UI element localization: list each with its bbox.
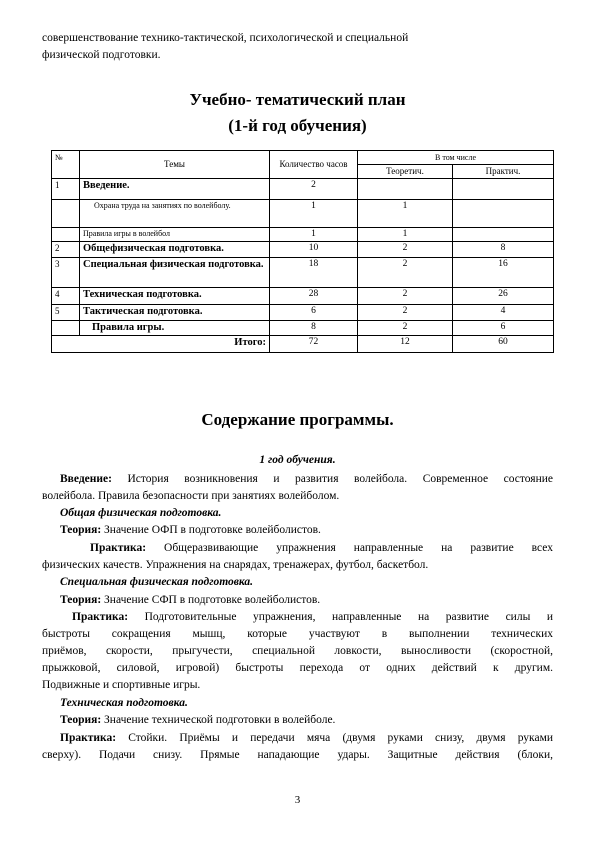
year-heading: 1 год обучения. xyxy=(259,454,336,466)
row-practice: 16 xyxy=(453,258,554,288)
row-theory: 2 xyxy=(358,288,453,305)
row-theory xyxy=(358,179,453,200)
sfp-practice-line: Подвижные и спортивные игры. xyxy=(42,679,201,691)
row-hours: 1 xyxy=(270,200,358,228)
intro-label: Введение: xyxy=(60,473,112,485)
total-practice: 60 xyxy=(453,336,554,353)
header-topic: Темы xyxy=(80,151,270,179)
header-num: № xyxy=(52,151,80,179)
table-row xyxy=(52,228,554,242)
row-theory: 2 xyxy=(358,258,453,288)
sfp-practice-line: Практика: Подготовительные упражнения, направленные на развитие силы и xyxy=(72,611,553,623)
row-topic: Специальная физическая подготовка. xyxy=(80,258,270,288)
ofp-theory: Теория: Значение ОФП в подготовке волейболистов. xyxy=(60,524,321,536)
plan-subtitle: (1-й год обучения) xyxy=(228,116,367,135)
row-num: 4 xyxy=(52,288,80,305)
row-hours: 18 xyxy=(270,258,358,288)
row-practice: 8 xyxy=(453,242,554,258)
row-topic: Правила игры в волейбол xyxy=(80,228,270,242)
row-num: 3 xyxy=(52,258,80,288)
header-practice: Практич. xyxy=(453,165,554,179)
tech-practice-line: Практика: Стойки. Приёмы и передачи мяча (двумя руками снизу, двумя руками xyxy=(60,732,553,744)
total-hours: 72 xyxy=(270,336,358,353)
row-num: 2 xyxy=(52,242,80,258)
tech-theory: Теория: Значение технической подготовки в волейболе. xyxy=(60,714,336,726)
row-hours: 1 xyxy=(270,228,358,242)
row-topic: Введение. xyxy=(80,179,270,200)
total-theory: 12 xyxy=(358,336,453,353)
tech-heading: Техническая подготовка. xyxy=(60,697,188,709)
practice-label: Практика: xyxy=(90,542,147,554)
row-num xyxy=(52,200,80,228)
table-row xyxy=(52,305,554,321)
content-title: Содержание программы. xyxy=(201,410,394,429)
row-theory: 1 xyxy=(358,200,453,228)
intro-paragraph-line xyxy=(42,471,553,488)
row-practice: 6 xyxy=(453,321,554,336)
ofp-practice-line: физических качеств. Упражнения на снарядах, тренажерах, футбол, баскетбол. xyxy=(42,559,429,571)
row-theory: 1 xyxy=(358,228,453,242)
table-header-row xyxy=(52,151,554,165)
ofp-heading: Общая физическая подготовка. xyxy=(60,507,222,519)
theory-label: Теория: xyxy=(60,524,102,536)
practice-label: Практика: xyxy=(72,611,129,623)
row-num xyxy=(52,228,80,242)
ofp-practice-line: Практика: Общеразвивающие упражнения направленные на развитие всех xyxy=(90,542,553,554)
sfp-theory: Теория: Значение СФП в подготовке волейболистов. xyxy=(60,594,321,606)
sfp-practice-line: прыжковой, силовой, игровой) быстроты перехода от одних действий к другим. xyxy=(42,662,553,674)
page-number: 3 xyxy=(294,794,301,806)
table-row xyxy=(52,321,554,336)
row-hours: 10 xyxy=(270,242,358,258)
theory-label: Теория: xyxy=(60,714,102,726)
tech-practice-line: сверху). Подачи снизу. Прямые нападающие удары. Защитные действия (блоки, xyxy=(42,749,553,761)
table-row xyxy=(52,288,554,305)
sfp-practice-line: быстроты сокращения мышц, которые участвуют в выполнении технических xyxy=(42,628,553,640)
row-practice: 4 xyxy=(453,305,554,321)
intro-line-2: физической подготовки. xyxy=(42,49,161,61)
row-num xyxy=(52,321,80,336)
row-topic: Общефизическая подготовка. xyxy=(80,242,270,258)
row-theory: 2 xyxy=(358,321,453,336)
sfp-heading: Специальная физическая подготовка. xyxy=(60,576,254,588)
row-hours: 6 xyxy=(270,305,358,321)
table-row xyxy=(52,242,554,258)
row-hours: 28 xyxy=(270,288,358,305)
intro-text: История возникновения и развития волейбола. Современное состояние xyxy=(111,473,553,485)
theory-label: Теория: xyxy=(60,594,102,606)
table-row xyxy=(52,179,554,200)
practice-label: Практика: xyxy=(60,732,117,744)
header-theory: Теоретич. xyxy=(358,165,453,179)
table-total-row xyxy=(52,336,554,353)
table-row xyxy=(52,258,554,288)
sfp-practice-line: приёмов, скорости, прыгучести, специальной ловкости, выносливости (скоростной, xyxy=(42,645,553,657)
header-hours: Количество часов xyxy=(270,151,358,179)
intro-paragraph-line: волейбола. Правила безопасности при занятиях волейболом. xyxy=(42,490,340,502)
row-practice xyxy=(453,200,554,228)
row-topic: Охрана труда на занятиях по волейболу. xyxy=(80,200,270,228)
row-practice xyxy=(453,228,554,242)
row-theory: 2 xyxy=(358,242,453,258)
row-theory: 2 xyxy=(358,305,453,321)
row-topic: Тактическая подготовка. xyxy=(80,305,270,321)
row-topic: Техническая подготовка. xyxy=(80,288,270,305)
row-practice: 26 xyxy=(453,288,554,305)
row-num: 5 xyxy=(52,305,80,321)
plan-table xyxy=(51,150,554,353)
header-incl: В том числе xyxy=(358,151,554,165)
intro-line-1: совершенствование технико-тактической, психологической и специальной xyxy=(42,32,409,44)
row-hours: 2 xyxy=(270,179,358,200)
table-row xyxy=(52,200,554,228)
row-practice xyxy=(453,179,554,200)
plan-title: Учебно- тематический план xyxy=(189,90,406,109)
row-topic: Правила игры. xyxy=(80,321,270,336)
total-label: Итого: xyxy=(52,336,270,353)
row-num: 1 xyxy=(52,179,80,200)
row-hours: 8 xyxy=(270,321,358,336)
